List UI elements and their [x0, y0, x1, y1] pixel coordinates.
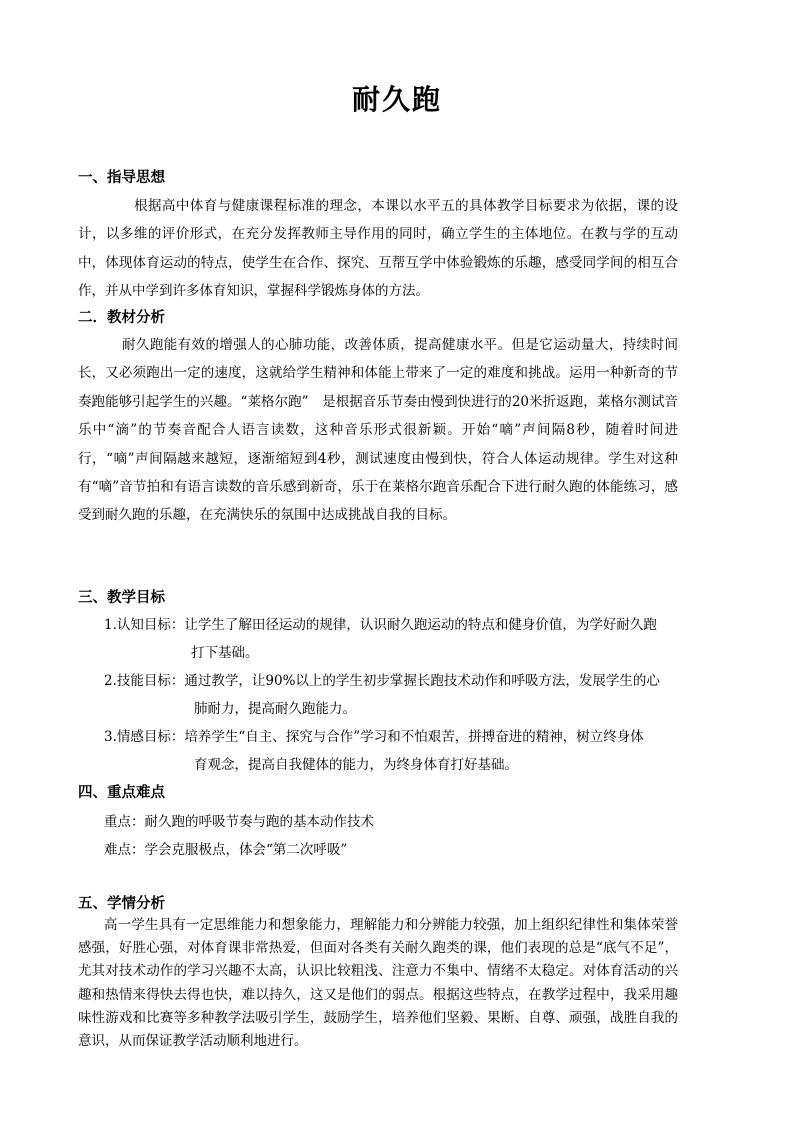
section-heading-guiding-thought: 一、指导思想 — [78, 170, 165, 186]
section-heading-material-analysis: 二．教材分析 — [78, 310, 165, 326]
goal-text-cont: 肺耐力，提高耐久跑能力。 — [194, 701, 356, 717]
key-point: 重点：耐久跑的呼吸节奏与跑的基本动作技术 — [104, 814, 374, 830]
difficulty-point: 难点：学会克服极点，体会“第二次呼吸” — [104, 842, 348, 858]
goal-text-cont: 打下基础。 — [191, 645, 259, 661]
goal-label: 1.认知目标： — [104, 617, 185, 633]
goal-label: 2.技能目标： — [104, 673, 185, 689]
document-title: 耐久跑 — [351, 83, 442, 116]
goal-text-cont: 育观念，提高自我健体的能力，为终身体育打好基础。 — [194, 757, 518, 773]
goal-emotional — [104, 723, 676, 779]
section-heading-student-analysis: 五、学情分析 — [78, 896, 165, 912]
goal-skill — [104, 667, 676, 723]
goal-text: 培养学生“自主、探究与合作”学习和不怕艰苦，拼搏奋进的精神，树立终身体 — [184, 729, 644, 745]
section-heading-teaching-goals: 三、教学目标 — [78, 590, 165, 606]
section-text-student-analysis: 高一学生具有一定思维能力和想象能力，理解能力和分辨能力较强，加上组织纪律性和集体荣誉感强，好胜心强，对体育课非常热爱，但面对各类有关耐久跑类的课，他们表现的总是“底气不足”，尤其对技术动作的学习兴趣不太高，认识比较粗浅、注意力不集中、情绪不太稳定。对体育活动的兴趣和热情来得快去得也快，难以持久，这又是他们的弱点。根据这些特点，在教学过程中，我采用趣味性游戏和比赛等多种教学法吸引学生，鼓励学生，培养他们坚毅、果断、自尊、顽强，战胜自我的意识，从而保证教学活动顺利地进行。 — [78, 917, 678, 1050]
goal-text: 让学生了解田径运动的规律，认识耐久跑运动的特点和健身价值，为学好耐久跑 — [184, 617, 657, 633]
goal-cognitive — [104, 611, 676, 667]
goal-label: 3.情感目标： — [104, 729, 185, 745]
section-text-material-analysis: 耐久跑能有效的增强人的心肺功能，改善体质，提高健康水平。但是它运动量大，持续时间长，又必须跑出一定的速度，这就给学生精神和体能上带来了一定的难度和挑战。运用一种新奇的节奏跑能够引起学生的兴趣。“莱格尔跑” 是根据音乐节奏由慢到快进行的20米折返跑，莱格尔测试音乐中“滴”的节奏音配合人语言读数，这种音乐形式很新颖。开始“嘀”声间隔8秒，随着时间进行，“嘀”声间隔越来越短，逐渐缩短到4秒，测试速度由慢到快，符合人体运动规律。学生对这种有“嘀”音节拍和有语言读数的音乐感到新奇，乐于在莱格尔跑音乐配合下进行耐久跑的体能练习，感受到耐久跑的乐趣，在充满快乐的氛围中达成挑战自我的目标。 — [78, 337, 678, 524]
section-text-guiding-thought: 根据高中体育与健康课程标准的理念，本课以水平五的具体教学目标要求为依据，课的设计，以多维的评价形式，在充分发挥教师主导作用的同时，确立学生的主体地位。在教与学的互动中，体现体育运动的特点，使学生在合作、探究、互帮互学中体验锻炼的乐趣，感受同学间的相互合作，并从中学到许多体育知识，掌握科学锻炼身体的方法。 — [78, 198, 678, 300]
goal-text: 通过教学，让90%以上的学生初步掌握长跑技术动作和呼吸方法，发展学生的心 — [184, 673, 660, 689]
section-heading-key-points: 四、重点难点 — [78, 785, 165, 801]
